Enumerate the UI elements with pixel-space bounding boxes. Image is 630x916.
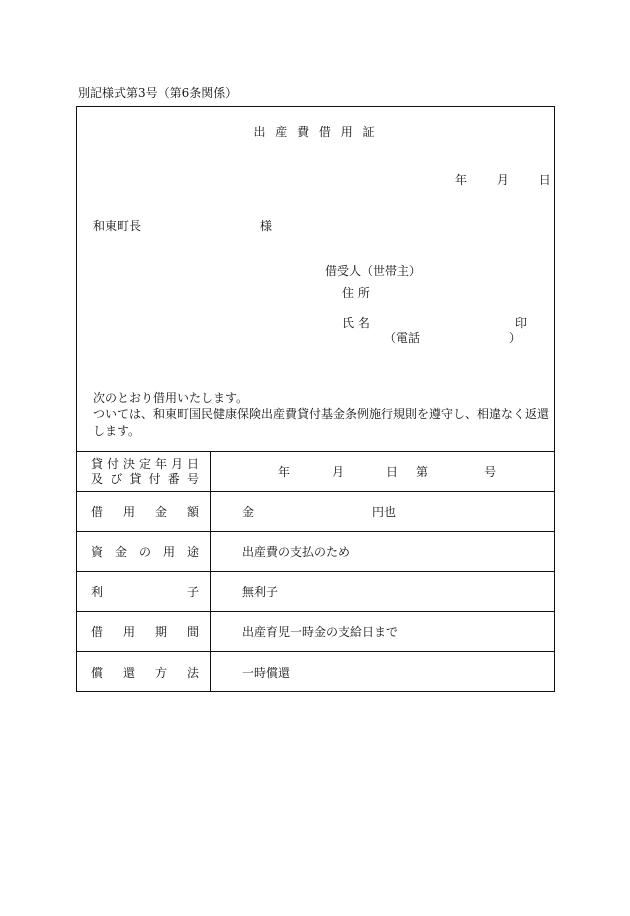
table-row — [77, 612, 554, 652]
label-line-1: 貸付決定年月日 — [91, 456, 199, 471]
form-reference: 別記様式第3号（第6条関係） — [78, 86, 238, 100]
amount-suffix: 円也 — [372, 505, 397, 519]
row-label — [77, 612, 211, 651]
amount-prefix: 金 — [242, 505, 255, 519]
loan-period: 出産育児一時金の支給日まで — [242, 625, 399, 639]
table-row — [77, 532, 554, 572]
label-interest: 利子 — [91, 585, 199, 599]
date-day: 日 — [538, 173, 551, 187]
table-row — [77, 452, 554, 492]
table-row — [77, 492, 554, 532]
loan-purpose: 出産費の支払のため — [242, 545, 351, 559]
loan-details-table — [77, 451, 554, 692]
phone-close: ） — [509, 331, 522, 345]
loan-amount — [212, 492, 554, 531]
statement-line-1: 次のとおり借用いたします。 — [93, 391, 249, 405]
label-repayment: 償還方法 — [91, 665, 199, 680]
loan-decision-date — [212, 452, 554, 491]
row-label — [77, 532, 211, 571]
phone-label: （電話 — [384, 331, 421, 345]
issue-date — [455, 171, 551, 188]
borrower-label: 借受人（世帯主） — [325, 264, 422, 278]
date-month: 月 — [496, 173, 509, 187]
row-label — [77, 492, 211, 531]
label-purpose: 資金の用途 — [91, 545, 199, 559]
table-row — [77, 652, 554, 692]
addressee: 和東町長 — [93, 219, 142, 233]
label-period: 借用期間 — [91, 625, 199, 639]
row-label — [77, 652, 211, 692]
loan-interest: 無利子 — [242, 585, 279, 599]
decision-day: 日 — [386, 465, 399, 479]
statement-line-2: ついては、和東町国民健康保険出産費貸付基金条例施行規則を遵守し、相違なく返還します。 — [93, 407, 550, 438]
loan-certificate-form — [76, 106, 555, 692]
seal-mark: 印 — [515, 316, 528, 330]
loan-number-prefix: 第 — [416, 465, 429, 479]
honorific: 様 — [260, 219, 273, 233]
decision-year: 年 — [278, 465, 291, 479]
name-label: 氏 名 — [342, 316, 370, 330]
label-line-2: 及び貸付番号 — [91, 471, 199, 486]
date-year: 年 — [455, 173, 468, 187]
address-label: 住 所 — [342, 286, 370, 300]
row-label — [77, 572, 211, 611]
row-label — [77, 452, 211, 491]
table-row — [77, 572, 554, 612]
label-loan-amount: 借用金額 — [91, 505, 199, 519]
repayment-method: 一時償還 — [242, 665, 291, 680]
form-title: 出 産 費 借 用 証 — [253, 125, 378, 139]
decision-month: 月 — [332, 465, 345, 479]
loan-number-suffix: 号 — [484, 465, 497, 479]
